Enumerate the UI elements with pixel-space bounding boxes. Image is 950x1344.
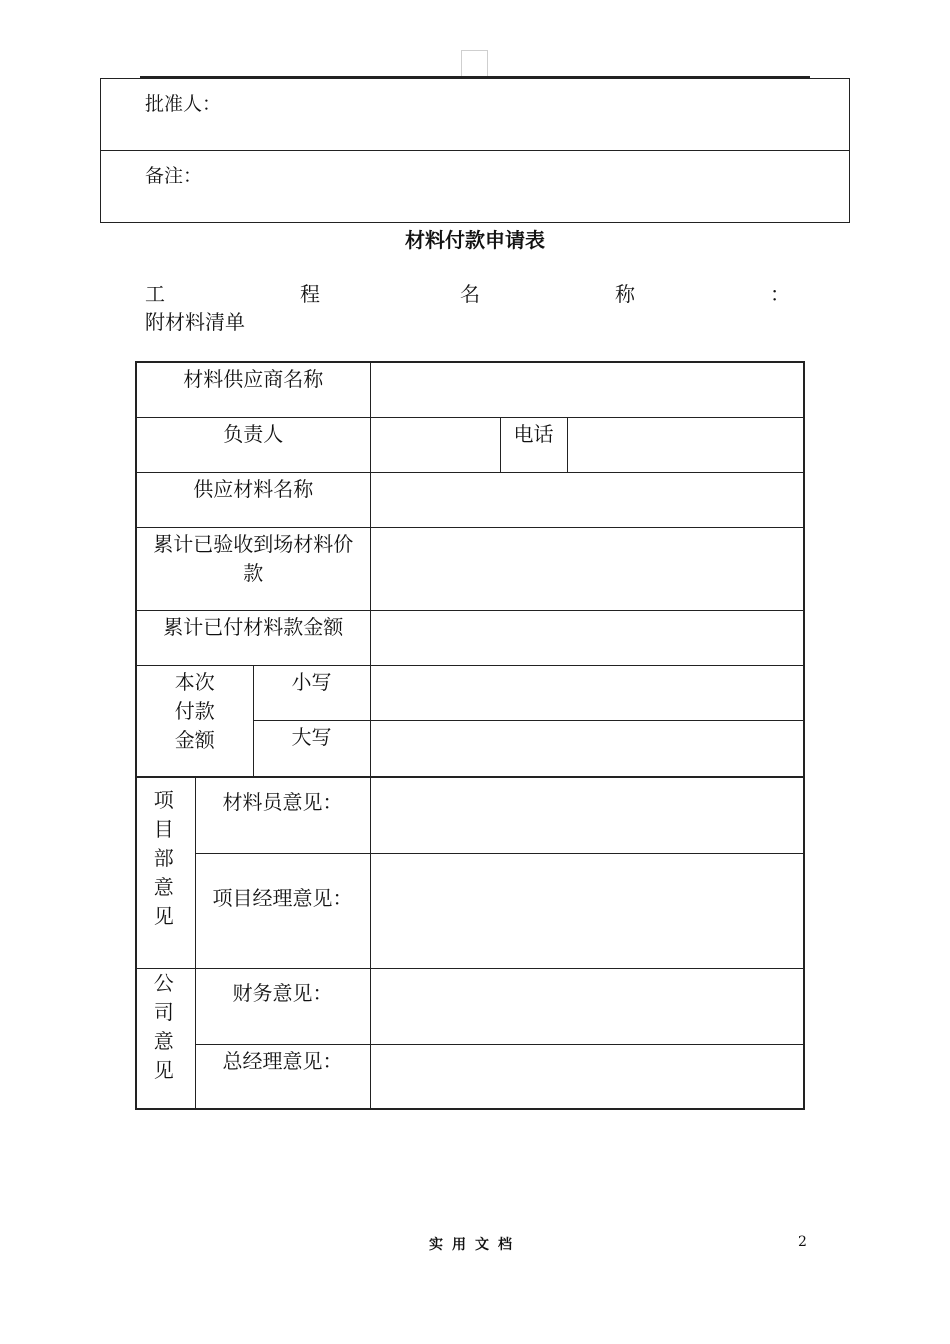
lowercase-input[interactable] — [370, 665, 804, 720]
accepted-value-input[interactable] — [370, 527, 804, 610]
supplier-row — [136, 362, 804, 417]
supplier-name-label: 材料供应商名称 — [136, 362, 370, 417]
person-in-charge-label: 负责人 — [136, 417, 370, 472]
phone-label: 电话 — [500, 417, 567, 472]
project-name-label — [145, 278, 790, 306]
form-title: 材料付款申请表 — [405, 228, 545, 252]
project-manager-input[interactable] — [370, 853, 804, 968]
project-dept-text: 项目部意见 — [153, 788, 174, 928]
supplier-name-input[interactable] — [370, 362, 804, 417]
general-manager-input[interactable] — [370, 1044, 804, 1109]
uppercase-label: 大写 — [253, 720, 370, 777]
finance-label: 财务意见： — [195, 968, 370, 1044]
payment-form-table — [135, 361, 805, 1110]
person-in-charge-input[interactable] — [370, 417, 500, 472]
approval-table — [100, 78, 850, 223]
project-name-char-1: 工 — [145, 282, 165, 306]
paid-amount-input[interactable] — [370, 610, 804, 665]
general-manager-label: 总经理意见： — [195, 1044, 370, 1109]
uppercase-input[interactable] — [370, 720, 804, 777]
page-number: 2 — [798, 1234, 807, 1250]
accepted-value-row — [136, 527, 804, 610]
person-row — [136, 417, 804, 472]
approver-field[interactable] — [101, 79, 850, 151]
remarks-row — [101, 151, 850, 223]
footer-text: 实用文档 — [429, 1237, 521, 1253]
material-name-input[interactable] — [370, 472, 804, 527]
lowercase-label: 小写 — [253, 665, 370, 720]
lowercase-row — [136, 665, 804, 720]
material-name-label: 供应材料名称 — [136, 472, 370, 527]
material-clerk-row — [136, 777, 804, 853]
finance-input[interactable] — [370, 968, 804, 1044]
remarks-label: 备注： — [145, 165, 203, 187]
project-name-char-2: 程 — [300, 282, 320, 306]
project-name-char-4: 称 — [615, 282, 635, 306]
project-dept-label — [136, 777, 195, 968]
this-payment-text: 本次付款金额 — [174, 669, 215, 752]
approver-label: 批准人： — [145, 93, 222, 115]
material-name-row — [136, 472, 804, 527]
project-manager-row — [136, 853, 804, 968]
material-clerk-label: 材料员意见： — [195, 777, 370, 853]
company-text: 公司意见 — [153, 970, 174, 1082]
this-payment-label — [136, 665, 253, 777]
project-manager-label: 项目经理意见： — [195, 853, 370, 968]
finance-row — [136, 968, 804, 1044]
paid-amount-row — [136, 610, 804, 665]
accepted-value-label: 累计已验收到场材料价款 — [136, 527, 370, 610]
paid-amount-label: 累计已付材料款金额 — [136, 610, 370, 665]
project-name-char-3: 名 — [460, 282, 480, 306]
company-label — [136, 968, 195, 1109]
header-marker-box — [461, 50, 488, 77]
attachment-label: 附材料清单 — [145, 310, 245, 334]
approver-row — [101, 79, 850, 151]
remarks-field[interactable] — [101, 151, 850, 223]
project-name-colon: ： — [770, 282, 790, 306]
material-clerk-input[interactable] — [370, 777, 804, 853]
phone-input[interactable] — [567, 417, 804, 472]
general-manager-row — [136, 1044, 804, 1109]
